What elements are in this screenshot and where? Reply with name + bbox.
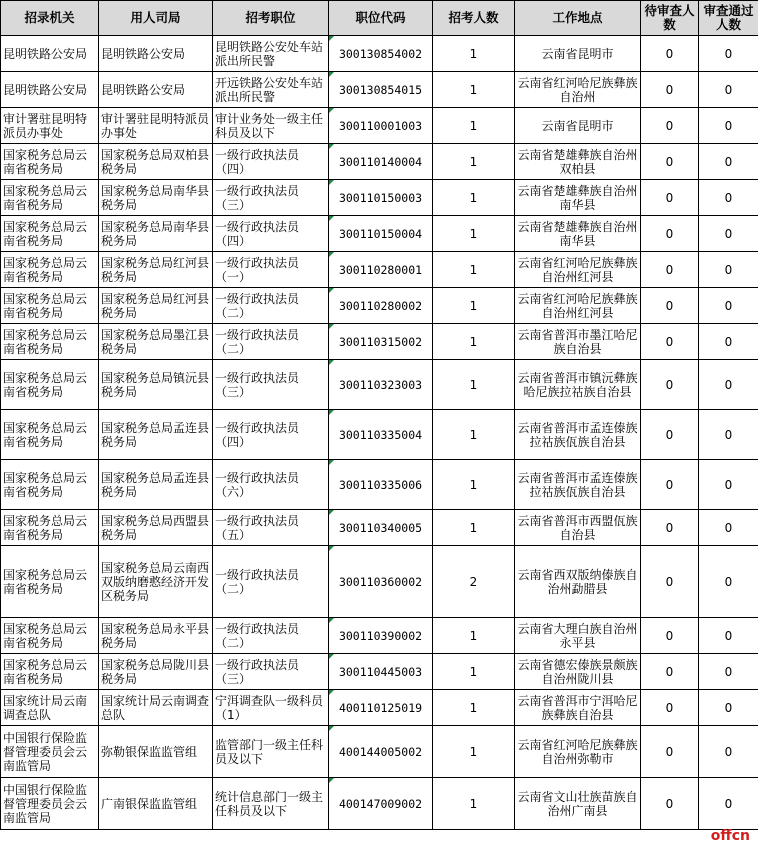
cell-hiring-department: 国家统计局云南调查总队: [99, 690, 213, 726]
cell-work-location: 云南省文山壮族苗族自治州广南县: [515, 778, 641, 830]
cell-review-passed: 0: [699, 654, 758, 690]
col-header-recruit-count: 招考人数: [433, 1, 515, 36]
cell-pending-review: 0: [641, 324, 699, 360]
cell-pending-review: 0: [641, 460, 699, 510]
cell-work-location: 云南省西双版纳傣族自治州勐腊县: [515, 546, 641, 618]
col-header-position-code: 职位代码: [329, 1, 433, 36]
cell-position-code: 300110001003: [329, 108, 433, 144]
cell-work-location: 云南省红河哈尼族彝族自治州红河县: [515, 288, 641, 324]
cell-review-passed: 0: [699, 144, 758, 180]
table-row: [1, 144, 758, 180]
table-row: [1, 654, 758, 690]
cell-pending-review: 0: [641, 180, 699, 216]
cell-recruiting-agency: 审计署驻昆明特派员办事处: [1, 108, 99, 144]
cell-recruiting-agency: 国家税务总局云南省税务局: [1, 410, 99, 460]
cell-recruiting-agency: 中国银行保险监督管理委员会云南监管局: [1, 726, 99, 778]
cell-position-code: 300110390002: [329, 618, 433, 654]
cell-recruit-count: 1: [433, 690, 515, 726]
cell-review-passed: 0: [699, 180, 758, 216]
cell-review-passed: 0: [699, 216, 758, 252]
cell-pending-review: 0: [641, 144, 699, 180]
cell-pending-review: 0: [641, 654, 699, 690]
cell-position-code: 300130854015: [329, 72, 433, 108]
cell-recruiting-agency: 国家税务总局云南省税务局: [1, 252, 99, 288]
cell-recruiting-agency: 国家税务总局云南省税务局: [1, 324, 99, 360]
cell-position: 昆明铁路公安处车站派出所民警: [213, 36, 329, 72]
table-row: [1, 216, 758, 252]
cell-position-code: 300110150003: [329, 180, 433, 216]
cell-work-location: 云南省昆明市: [515, 36, 641, 72]
cell-hiring-department: 国家税务总局西盟县税务局: [99, 510, 213, 546]
watermark-logo: offcn: [710, 828, 750, 844]
cell-work-location: 云南省昆明市: [515, 108, 641, 144]
cell-review-passed: 0: [699, 360, 758, 410]
cell-position-code: 400144005002: [329, 726, 433, 778]
cell-position-code: 400110125019: [329, 690, 433, 726]
cell-position: 一级行政执法员（三）: [213, 360, 329, 410]
cell-recruit-count: 1: [433, 36, 515, 72]
cell-recruit-count: 1: [433, 726, 515, 778]
cell-work-location: 云南省普洱市墨江哈尼族自治县: [515, 324, 641, 360]
cell-hiring-department: 国家税务总局双柏县税务局: [99, 144, 213, 180]
cell-recruiting-agency: 国家税务总局云南省税务局: [1, 216, 99, 252]
cell-recruiting-agency: 昆明铁路公安局: [1, 72, 99, 108]
cell-work-location: 云南省红河哈尼族彝族自治州: [515, 72, 641, 108]
col-header-position: 招考职位: [213, 1, 329, 36]
cell-review-passed: 0: [699, 72, 758, 108]
cell-pending-review: 0: [641, 72, 699, 108]
cell-position: 开远铁路公安处车站派出所民警: [213, 72, 329, 108]
col-header-hiring-department: 用人司局: [99, 1, 213, 36]
cell-hiring-department: 国家税务总局陇川县税务局: [99, 654, 213, 690]
cell-position: 一级行政执法员（一）: [213, 252, 329, 288]
cell-recruit-count: 1: [433, 460, 515, 510]
cell-recruit-count: 1: [433, 180, 515, 216]
cell-work-location: 云南省普洱市镇沅彝族哈尼族拉祜族自治县: [515, 360, 641, 410]
table-row: [1, 36, 758, 72]
cell-recruit-count: 1: [433, 108, 515, 144]
cell-recruit-count: 1: [433, 778, 515, 830]
cell-review-passed: 0: [699, 108, 758, 144]
table-row: [1, 778, 758, 830]
cell-work-location: 云南省楚雄彝族自治州双柏县: [515, 144, 641, 180]
cell-position-code: 300110280002: [329, 288, 433, 324]
cell-review-passed: 0: [699, 252, 758, 288]
cell-work-location: 云南省普洱市孟连傣族拉祜族佤族自治县: [515, 410, 641, 460]
cell-recruiting-agency: 昆明铁路公安局: [1, 36, 99, 72]
cell-recruit-count: 1: [433, 72, 515, 108]
cell-position: 一级行政执法员（三）: [213, 180, 329, 216]
cell-review-passed: 0: [699, 324, 758, 360]
header-row: [1, 1, 758, 36]
cell-position-code: 400147009002: [329, 778, 433, 830]
cell-review-passed: 0: [699, 410, 758, 460]
table-row: [1, 726, 758, 778]
table-row: [1, 510, 758, 546]
cell-recruiting-agency: 中国银行保险监督管理委员会云南监管局: [1, 778, 99, 830]
cell-recruiting-agency: 国家税务总局云南省税务局: [1, 618, 99, 654]
cell-work-location: 云南省楚雄彝族自治州南华县: [515, 180, 641, 216]
table-row: [1, 288, 758, 324]
cell-hiring-department: 广南银保监监管组: [99, 778, 213, 830]
cell-pending-review: 0: [641, 726, 699, 778]
cell-review-passed: 0: [699, 690, 758, 726]
cell-position: 一级行政执法员（二）: [213, 324, 329, 360]
cell-recruit-count: 1: [433, 618, 515, 654]
cell-hiring-department: 国家税务总局镇沅县税务局: [99, 360, 213, 410]
cell-recruit-count: 1: [433, 510, 515, 546]
table-row: [1, 546, 758, 618]
cell-hiring-department: 国家税务总局红河县税务局: [99, 288, 213, 324]
cell-pending-review: 0: [641, 360, 699, 410]
cell-recruiting-agency: 国家税务总局云南省税务局: [1, 360, 99, 410]
cell-pending-review: 0: [641, 216, 699, 252]
cell-position: 一级行政执法员（三）: [213, 654, 329, 690]
cell-review-passed: 0: [699, 726, 758, 778]
table-row: [1, 72, 758, 108]
cell-position: 一级行政执法员（四）: [213, 216, 329, 252]
cell-hiring-department: 昆明铁路公安局: [99, 72, 213, 108]
cell-hiring-department: 国家税务总局南华县税务局: [99, 180, 213, 216]
cell-recruit-count: 1: [433, 288, 515, 324]
cell-position: 监管部门一级主任科员及以下: [213, 726, 329, 778]
cell-hiring-department: 国家税务总局红河县税务局: [99, 252, 213, 288]
cell-pending-review: 0: [641, 546, 699, 618]
cell-recruit-count: 1: [433, 324, 515, 360]
cell-pending-review: 0: [641, 410, 699, 460]
table-row: [1, 252, 758, 288]
cell-work-location: 云南省大理白族自治州永平县: [515, 618, 641, 654]
cell-review-passed: 0: [699, 546, 758, 618]
col-header-recruiting-agency: 招录机关: [1, 1, 99, 36]
cell-recruiting-agency: 国家税务总局云南省税务局: [1, 654, 99, 690]
cell-recruit-count: 1: [433, 252, 515, 288]
cell-position: 一级行政执法员（四）: [213, 144, 329, 180]
cell-work-location: 云南省红河哈尼族彝族自治州弥勒市: [515, 726, 641, 778]
cell-position: 一级行政执法员（五）: [213, 510, 329, 546]
cell-position-code: 300110445003: [329, 654, 433, 690]
cell-pending-review: 0: [641, 510, 699, 546]
cell-work-location: 云南省红河哈尼族彝族自治州红河县: [515, 252, 641, 288]
cell-position-code: 300110340005: [329, 510, 433, 546]
cell-position: 一级行政执法员（四）: [213, 410, 329, 460]
cell-recruiting-agency: 国家税务总局云南省税务局: [1, 288, 99, 324]
cell-recruiting-agency: 国家统计局云南调查总队: [1, 690, 99, 726]
cell-review-passed: 0: [699, 778, 758, 830]
cell-recruiting-agency: 国家税务总局云南省税务局: [1, 460, 99, 510]
cell-work-location: 云南省德宏傣族景颇族自治州陇川县: [515, 654, 641, 690]
cell-recruiting-agency: 国家税务总局云南省税务局: [1, 144, 99, 180]
cell-hiring-department: 国家税务总局孟连县税务局: [99, 410, 213, 460]
cell-position-code: 300110335006: [329, 460, 433, 510]
cell-work-location: 云南省普洱市宁洱哈尼族彝族自治县: [515, 690, 641, 726]
cell-hiring-department: 弥勒银保监监管组: [99, 726, 213, 778]
cell-position: 一级行政执法员（六）: [213, 460, 329, 510]
cell-hiring-department: 国家税务总局南华县税务局: [99, 216, 213, 252]
cell-position-code: 300110140004: [329, 144, 433, 180]
cell-position-code: 300110280001: [329, 252, 433, 288]
cell-review-passed: 0: [699, 288, 758, 324]
cell-review-passed: 0: [699, 36, 758, 72]
table-row: [1, 410, 758, 460]
cell-position-code: 300110315002: [329, 324, 433, 360]
cell-position: 一级行政执法员（二）: [213, 546, 329, 618]
cell-hiring-department: 国家税务总局云南西双版纳磨憨经济开发区税务局: [99, 546, 213, 618]
cell-hiring-department: 国家税务总局孟连县税务局: [99, 460, 213, 510]
cell-position-code: 300110323003: [329, 360, 433, 410]
cell-hiring-department: 国家税务总局永平县税务局: [99, 618, 213, 654]
cell-position-code: 300110360002: [329, 546, 433, 618]
col-header-review-passed: 审查通过人数: [699, 1, 758, 36]
cell-pending-review: 0: [641, 36, 699, 72]
col-header-pending-review: 待审查人数: [641, 1, 699, 36]
cell-recruit-count: 2: [433, 546, 515, 618]
table-row: [1, 180, 758, 216]
cell-recruiting-agency: 国家税务总局云南省税务局: [1, 180, 99, 216]
cell-recruiting-agency: 国家税务总局云南省税务局: [1, 546, 99, 618]
cell-recruit-count: 1: [433, 360, 515, 410]
cell-position: 一级行政执法员（二）: [213, 288, 329, 324]
cell-recruit-count: 1: [433, 216, 515, 252]
table-row: [1, 460, 758, 510]
cell-work-location: 云南省楚雄彝族自治州南华县: [515, 216, 641, 252]
cell-work-location: 云南省普洱市孟连傣族拉祜族佤族自治县: [515, 460, 641, 510]
cell-pending-review: 0: [641, 108, 699, 144]
cell-pending-review: 0: [641, 690, 699, 726]
cell-position: 一级行政执法员（二）: [213, 618, 329, 654]
cell-position-code: 300110335004: [329, 410, 433, 460]
cell-position: 宁洱调查队一级科员（1）: [213, 690, 329, 726]
cell-pending-review: 0: [641, 288, 699, 324]
cell-position-code: 300130854002: [329, 36, 433, 72]
cell-hiring-department: 昆明铁路公安局: [99, 36, 213, 72]
cell-pending-review: 0: [641, 252, 699, 288]
cell-work-location: 云南省普洱市西盟佤族自治县: [515, 510, 641, 546]
cell-recruiting-agency: 国家税务总局云南省税务局: [1, 510, 99, 546]
cell-hiring-department: 国家税务总局墨江县税务局: [99, 324, 213, 360]
cell-recruit-count: 1: [433, 144, 515, 180]
cell-recruit-count: 1: [433, 410, 515, 460]
cell-recruit-count: 1: [433, 654, 515, 690]
cell-position: 统计信息部门一级主任科员及以下: [213, 778, 329, 830]
table-row: [1, 690, 758, 726]
cell-pending-review: 0: [641, 778, 699, 830]
col-header-work-location: 工作地点: [515, 1, 641, 36]
cell-review-passed: 0: [699, 510, 758, 546]
table-row: [1, 324, 758, 360]
cell-review-passed: 0: [699, 618, 758, 654]
cell-position: 审计业务处一级主任科员及以下: [213, 108, 329, 144]
cell-pending-review: 0: [641, 618, 699, 654]
cell-position-code: 300110150004: [329, 216, 433, 252]
cell-hiring-department: 审计署驻昆明特派员办事处: [99, 108, 213, 144]
table-row: [1, 108, 758, 144]
cell-review-passed: 0: [699, 460, 758, 510]
table-row: [1, 360, 758, 410]
table-row: [1, 618, 758, 654]
